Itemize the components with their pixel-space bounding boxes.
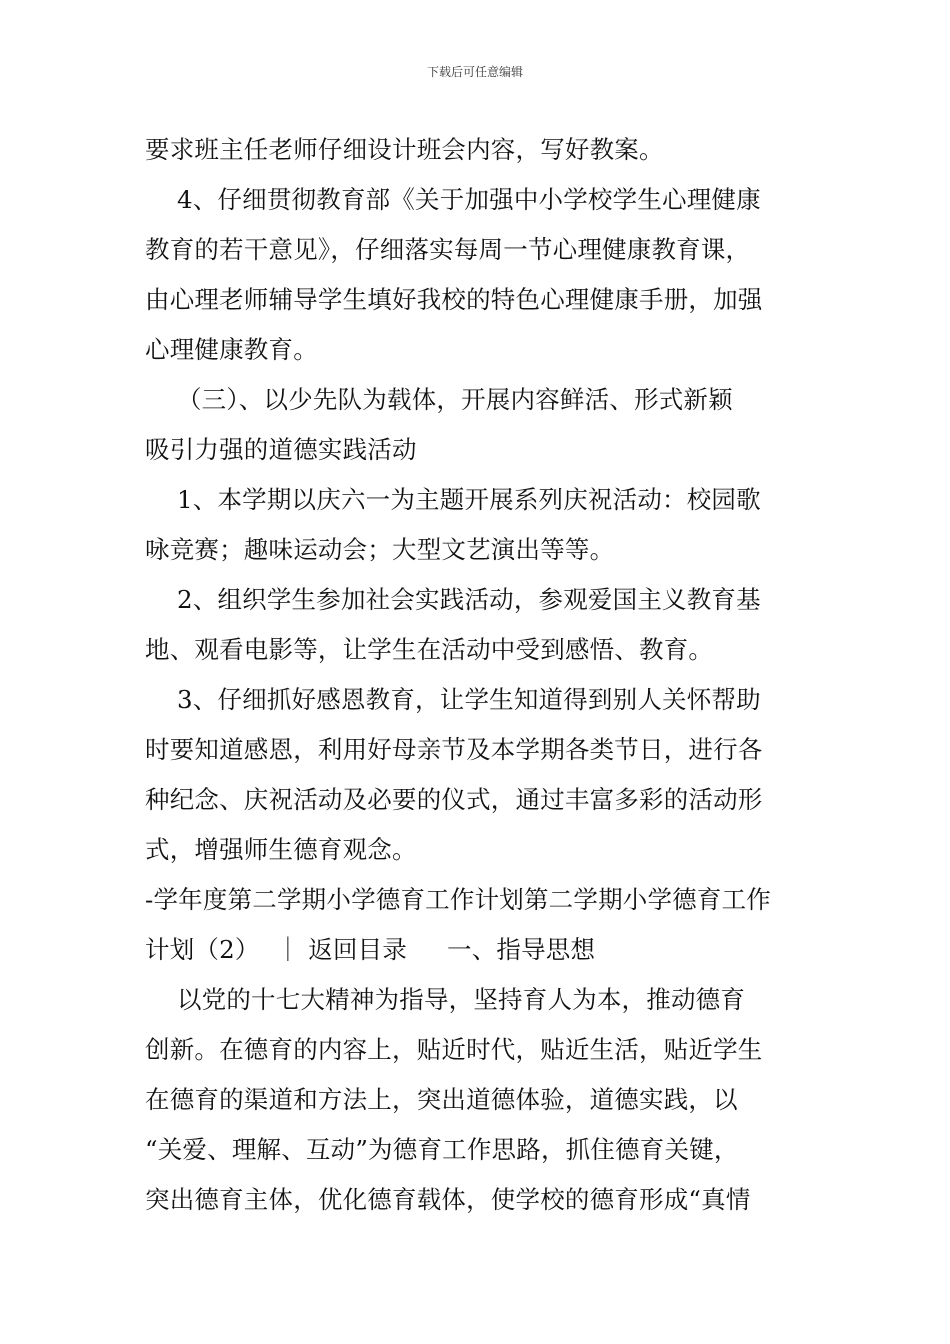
- text-line: 要求班主任老师仔细设计班会内容，写好教案。: [145, 135, 664, 164]
- page-header-note: 下载后可任意编辑: [426, 65, 523, 79]
- text-line: 地、观看电影等，让学生在活动中受到感悟、教育。: [145, 635, 714, 664]
- text-line: 2、组织学生参加社会实践活动，参观爱国主义教育基: [145, 585, 761, 614]
- document-title-line: 计划（2） ｜ 返回目录 一、指导思想: [145, 935, 596, 964]
- document-title-line: -学年度第二学期小学德育工作计划第二学期小学德育工作: [145, 885, 771, 914]
- text-line: 种纪念、庆祝活动及必要的仪式，通过丰富多彩的活动形: [145, 785, 763, 814]
- text-line: 咏竞赛；趣味运动会；大型文艺演出等等。: [145, 535, 615, 564]
- text-line: 教育的若干意见》，仔细落实每周一节心理健康教育课，: [145, 235, 751, 264]
- text-line: 时要知道感恩，利用好母亲节及本学期各类节日，进行各: [145, 735, 763, 764]
- text-line: 心理健康教育。: [145, 335, 318, 364]
- text-line: 由心理老师辅导学生填好我校的特色心理健康手册，加强: [145, 285, 763, 314]
- text-line: 创新。在德育的内容上，贴近时代，贴近生活，贴近学生: [145, 1035, 763, 1064]
- section-heading-line: 吸引力强的道德实践活动: [145, 435, 417, 464]
- text-line: “关爱、理解、互动”为德育工作思路，抓住德育关键，: [145, 1135, 739, 1164]
- text-line: 3、仔细抓好感恩教育，让学生知道得到别人关怀帮助: [145, 685, 761, 714]
- section-heading-line: （三）、以少先队为载体，开展内容鲜活、形式新颖: [145, 385, 733, 414]
- text-line: 1、本学期以庆六一为主题开展系列庆祝活动：校园歌: [145, 485, 761, 514]
- text-line: 突出德育主体，优化德育载体，使学校的德育形成“真情: [145, 1185, 751, 1214]
- text-line: 式，增强师生德育观念。: [145, 835, 417, 864]
- text-line: 4、仔细贯彻教育部《关于加强中小学校学生心理健康: [145, 185, 761, 214]
- text-line: 在德育的渠道和方法上，突出道德体验，道德实践，以: [145, 1085, 738, 1114]
- text-line: 以党的十七大精神为指导，坚持育人为本，推动德育: [145, 985, 746, 1014]
